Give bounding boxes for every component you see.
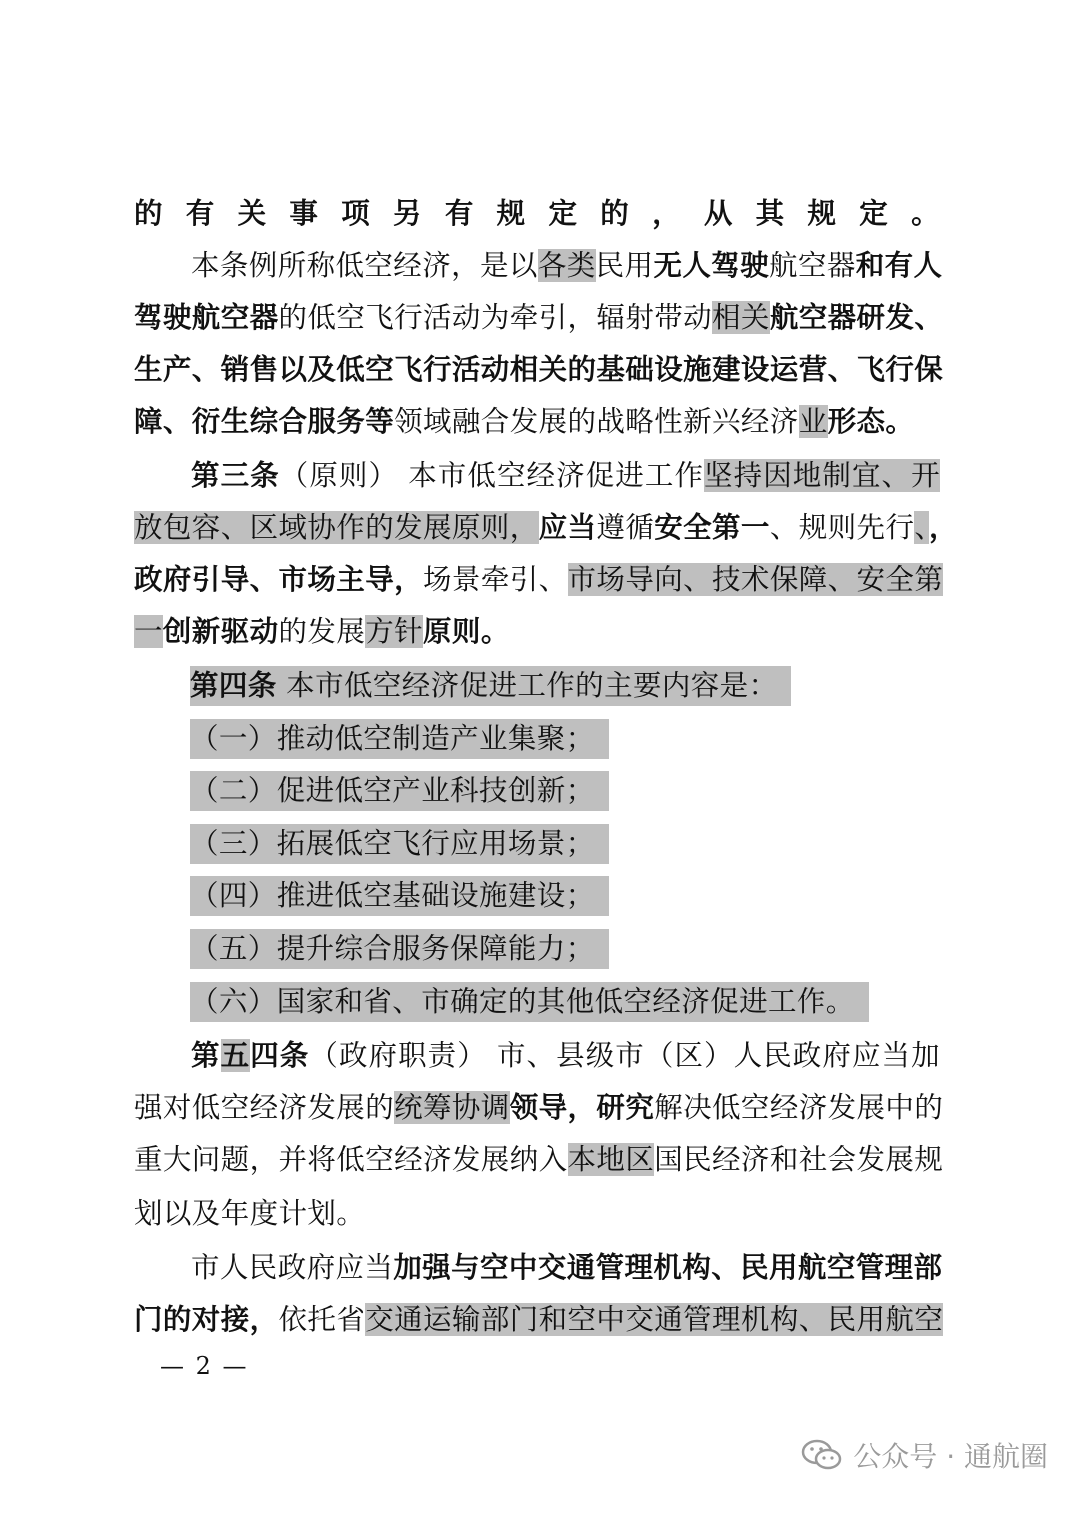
bold-text: 无人驾驶: [653, 249, 770, 282]
text-run: 的有关事项另有规定的，从其规定。: [134, 197, 940, 230]
text-run: 场景牵引、: [423, 563, 568, 596]
text-run: 的低空飞行活动为牵引，辐射带动: [278, 301, 713, 334]
highlighted-text: 五: [220, 1039, 251, 1072]
list-item: [190, 771, 609, 811]
text-run: 解决低空经济发展中的: [654, 1091, 944, 1124]
bold-text: 领导，: [509, 1091, 597, 1124]
highlighted-text: 相关: [712, 301, 770, 334]
bold-text: ，: [929, 511, 958, 544]
text-run: 重大问题，并将低空经济发展纳入: [134, 1143, 568, 1176]
article-heading: 第四条: [190, 669, 277, 702]
bold-text: 研究: [596, 1091, 655, 1124]
list-item: [190, 982, 869, 1022]
highlighted-text: 放包容、区域协作的发展原则，: [134, 511, 539, 544]
text-run: 本市低空经济促进工作的主要内容是：: [276, 669, 778, 702]
bold-text: 门的对接，: [134, 1303, 279, 1336]
text-line: [134, 1140, 944, 1180]
bold-text: 和有人: [855, 249, 943, 282]
article-heading: 第: [191, 1039, 221, 1072]
text-line: [134, 612, 940, 652]
text-line: [134, 1194, 940, 1234]
list-item: [190, 824, 609, 864]
highlighted-text: （六）国家和省、市确定的其他低空经济促进工作。: [190, 982, 869, 1022]
text-line: [134, 1248, 943, 1288]
page-number: — 2 —: [160, 1352, 249, 1380]
text-run: 国民经济和社会发展规: [654, 1143, 944, 1176]
text-line: [134, 1300, 944, 1340]
highlighted-text: 一: [134, 615, 163, 648]
text-run: 、规则先行: [769, 511, 915, 544]
text-line: [134, 508, 958, 548]
wechat-icon: [801, 1437, 843, 1473]
watermark: [801, 1435, 1048, 1475]
bold-text: 安全第一: [654, 511, 770, 544]
highlighted-text: 业: [798, 405, 828, 438]
bold-text: 形态。: [827, 405, 915, 438]
article-heading: 四条: [250, 1039, 310, 1072]
text-line: [134, 246, 943, 286]
text-run: 依托省: [278, 1303, 366, 1336]
article-heading: 第三条: [191, 459, 280, 492]
highlighted-text: （四）推进低空基础设施建设；: [190, 876, 609, 916]
text-line: [134, 456, 940, 496]
text-line: [134, 350, 944, 390]
text-run: （原则） 本市低空经济促进工作: [279, 459, 705, 492]
highlighted-text: 坚持因地制宜、开: [704, 459, 941, 492]
text-line: [134, 402, 940, 442]
text-line: [134, 1036, 940, 1076]
bold-text: 生产、销售以及低空飞行活动相关的基础设施建设运营、飞行保: [134, 353, 944, 386]
text-line: [190, 666, 791, 706]
text-run: 领域融合发展的战略性新兴经济: [394, 405, 799, 438]
text-line: [134, 194, 940, 234]
highlighted-text: 、: [914, 511, 930, 544]
text-run: （政府职责） 市、县级市（区）人民政府应当加: [309, 1039, 941, 1072]
bold-text: 驾驶航空器: [134, 301, 279, 334]
text-line: [134, 298, 944, 338]
highlighted-text: 方针: [365, 615, 424, 648]
highlighted-text: 统筹协调: [394, 1091, 510, 1124]
highlighted-text: （一）推动低空制造产业集聚；: [190, 719, 609, 759]
list-item: [190, 876, 609, 916]
highlighted-text: 各类: [537, 249, 596, 282]
list-item: [190, 929, 609, 969]
text-line: [134, 1088, 944, 1128]
list-item: [190, 719, 609, 759]
bold-text: 创新驱动: [162, 615, 279, 648]
watermark-text: 公众号 · 通航圈: [853, 1440, 1048, 1473]
bold-text: 政府引导、市场主导，: [134, 563, 424, 596]
highlighted-text: （三）拓展低空飞行应用场景；: [190, 824, 609, 864]
text-run: 本条例所称低空经济，是以: [191, 249, 538, 282]
text-run: 市人民政府应当: [191, 1251, 394, 1284]
bold-text: 障、衍生综合服务等: [134, 405, 395, 438]
bold-text: 原则。: [423, 615, 510, 648]
highlighted-text: （五）提升综合服务保障能力；: [190, 929, 609, 969]
text-run: 民用: [595, 249, 654, 282]
highlighted-text: 交通运输部门和空中交通管理机构、民用航空: [365, 1303, 944, 1336]
highlighted-text: 本地区: [567, 1143, 655, 1176]
text-run: 划以及年度计划。: [134, 1197, 366, 1230]
bold-text: 加强与空中交通管理机构、民用航空管理部: [393, 1251, 943, 1284]
text-run: 强对低空经济发展的: [134, 1091, 395, 1124]
highlighted-text: （二）促进低空产业科技创新；: [190, 771, 609, 811]
bold-text: 航空器研发、: [769, 301, 944, 334]
highlighted-text: 市场导向、技术保障、安全第: [567, 563, 944, 596]
text-run: 的发展: [278, 615, 366, 648]
bold-text: 应当: [538, 511, 597, 544]
text-line: [134, 560, 944, 600]
text-run: 航空器: [769, 249, 856, 282]
text-run: 遵循: [596, 511, 655, 544]
